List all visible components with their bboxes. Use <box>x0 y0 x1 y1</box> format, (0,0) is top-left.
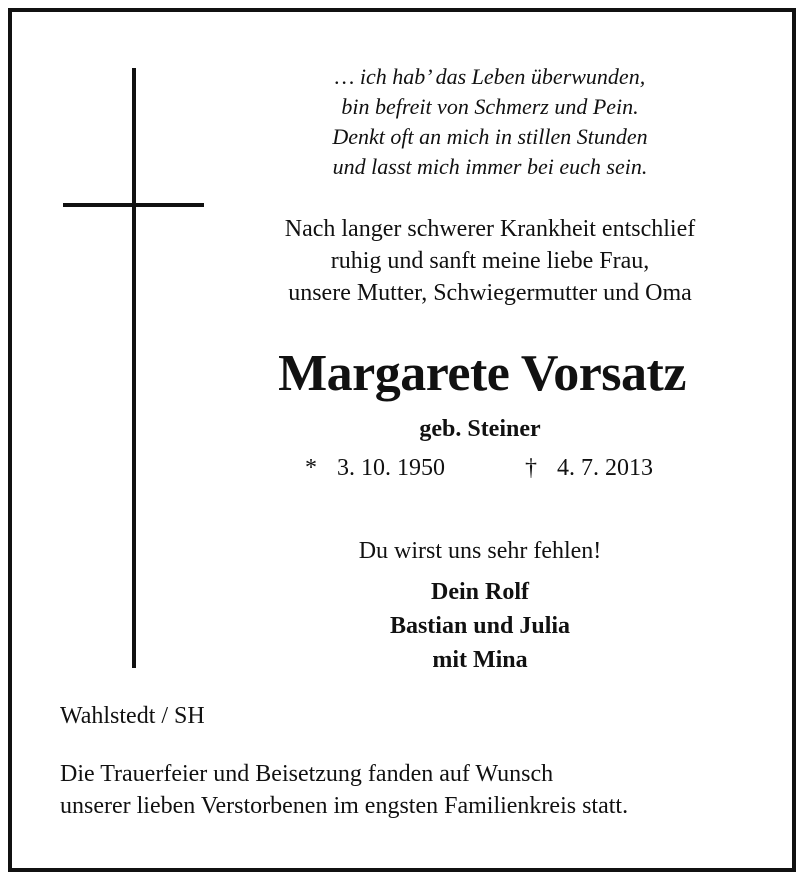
birth-date: 3. 10. 1950 <box>337 455 445 481</box>
mourner-line: Bastian und Julia <box>389 613 571 639</box>
poem-line: Denkt oft an mich in stillen Stunden <box>332 124 648 149</box>
cross-vertical-bar <box>132 68 136 668</box>
birth-star-icon: * <box>305 455 317 481</box>
deceased-name: Margarete Vorsatz <box>278 345 686 402</box>
announcement-line: Nach langer schwerer Krankheit entschlief <box>284 216 696 242</box>
funeral-notice <box>60 758 628 822</box>
cross-horizontal-bar <box>63 203 204 207</box>
notice-line: unserer lieben Verstorbenen im engsten Familienkreis statt. <box>60 793 629 819</box>
announcement-line: unsere Mutter, Schwiegermutter und Oma <box>288 280 692 306</box>
mourner-line: Dein Rolf <box>431 579 529 605</box>
birth-date-line <box>305 452 445 484</box>
place-of-residence: Wahlstedt / SH <box>60 703 205 729</box>
poem-line: bin befreit von Schmerz und Pein. <box>341 94 639 119</box>
poem-verse <box>240 62 740 182</box>
death-dagger-icon: † <box>525 455 537 481</box>
notice-line: Die Trauerfeier und Beisetzung fanden auf Wunsch <box>60 761 554 787</box>
maiden-name: geb. Steiner <box>419 416 541 442</box>
death-announcement <box>220 213 760 309</box>
announcement-line: ruhig und sanft meine liebe Frau, <box>330 248 650 274</box>
death-date: 4. 7. 2013 <box>557 455 653 481</box>
poem-line: … ich hab’ das Leben überwunden, <box>334 64 646 89</box>
death-date-line <box>525 452 653 484</box>
mourners-list <box>320 575 640 677</box>
farewell-message: Du wirst uns sehr fehlen! <box>358 538 602 564</box>
poem-line: und lasst mich immer bei euch sein. <box>332 154 648 179</box>
mourner-line: mit Mina <box>432 647 528 673</box>
